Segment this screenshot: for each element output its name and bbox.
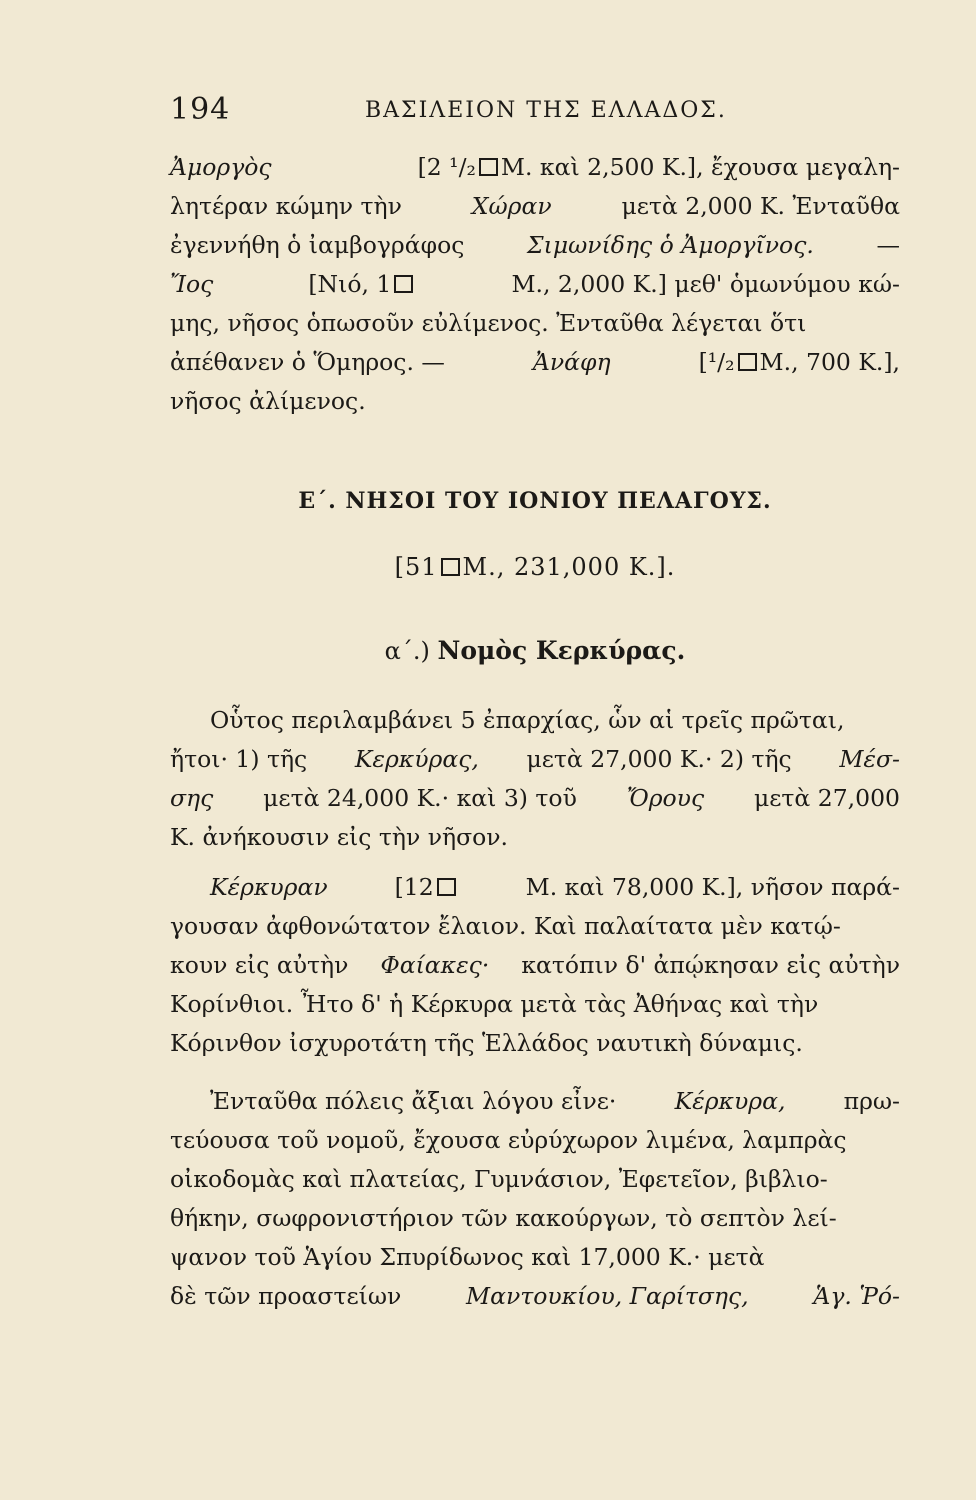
text-line: Ἐνταῦθα πόλεις ἄξιαι λόγου εἶνε· Κέρκυρα, πρω- xyxy=(210,1087,900,1115)
text-line: γουσαν ἀφθονώτατον ἔλαιον. Καὶ παλαίτατα μὲν κατῴ- xyxy=(170,912,841,940)
text-line: ψανον τοῦ Ἁγίου Σπυρίδωνος καὶ 17,000 Κ.· μετὰ xyxy=(170,1243,765,1271)
square-symbol-icon xyxy=(394,275,413,293)
text-line: ἀπέθανεν ὁ Ὅμηρος. — Ἀνάφη [¹/₂ Μ., 700 Κ.], xyxy=(170,348,900,376)
square-symbol-icon xyxy=(437,878,456,896)
text-line: Κόρινθον ἰσχυροτάτη τῆς Ἑλλάδος ναυτικὴ δύναμις. xyxy=(170,1029,803,1057)
text-line: ἤτοι· 1) τῆς Κερκύρας, μετὰ 27,000 Κ.· 2) τῆς Μέσ- xyxy=(170,745,900,773)
running-title: ΒΑΣΙΛΕΙΟΝ ΤΗΣ ΕΛΛΑΔΟΣ. xyxy=(365,98,727,123)
text-line: Κέρκυραν [12 Μ. καὶ 78,000 Κ.], νῆσον παρά- xyxy=(210,873,900,901)
text-line: δὲ τῶν προαστείων Μαντουκίου, Γαρίτσης, Ἁγ. Ῥό- xyxy=(170,1282,900,1310)
text-line: οἰκοδομὰς καὶ πλατείας, Γυμνάσιον, Ἐφετεῖον, βιβλιο- xyxy=(170,1165,828,1193)
paragraph-2 xyxy=(170,868,900,1063)
section-stats: [51 Μ., 231,000 Κ.]. xyxy=(394,553,676,581)
intro-paragraph xyxy=(170,148,900,421)
section-heading: Ε΄. ΝΗΣΟΙ ΤΟΥ ΙΟΝΙΟΥ ΠΕΛΑΓΟΥΣ. xyxy=(298,488,772,514)
subsection-heading xyxy=(170,636,900,665)
paragraph-3 xyxy=(170,1082,900,1316)
text-line: λητέραν κώμην τὴν Χώραν μετὰ 2,000 Κ. Ἐνταῦθα xyxy=(170,192,900,220)
text-line: Οὗτος περιλαμβάνει 5 ἐπαρχίας, ὧν αἱ τρεῖς πρῶται, xyxy=(210,706,845,734)
page-number: 194 xyxy=(170,92,231,127)
paragraph-1 xyxy=(170,701,900,857)
text-line: Ἀμοργὸς [2 ¹/₂ Μ. καὶ 2,500 Κ.], ἔχουσα μεγαλη- xyxy=(170,153,900,181)
text-line: ἐγεννήθη ὁ ἰαμβογράφος Σιμωνίδης ὁ Ἀμοργῖνος. — xyxy=(170,231,900,259)
square-symbol-icon xyxy=(738,353,757,371)
text-line: κουν εἰς αὐτὴν Φαίακες· κατόπιν δ' ἀπῴκησαν εἰς αὐτὴν xyxy=(170,951,900,979)
text-line: νῆσος ἀλίμενος. xyxy=(170,387,366,415)
page-header xyxy=(170,92,900,132)
text-line: θήκην, σωφρονιστήριον τῶν κακούργων, τὸ σεπτὸν λεί- xyxy=(170,1204,837,1232)
text-line: μης, νῆσος ὁπωσοῦν εὐλίμενος. Ἐνταῦθα λέγεται ὅτι xyxy=(170,309,807,337)
text-line: Κ. ἀνήκουσιν εἰς τὴν νῆσον. xyxy=(170,823,509,851)
text-line: τεύουσα τοῦ νομοῦ, ἔχουσα εὐρύχωρον λιμένα, λαμπρὰς xyxy=(170,1126,847,1154)
square-symbol-icon xyxy=(479,158,498,176)
text-line: Ἴος [Νιό, 1 Μ., 2,000 Κ.] μεθ' ὁμωνύμου κώ- xyxy=(170,270,900,298)
square-symbol-icon xyxy=(441,558,460,576)
text-line: σης μετὰ 24,000 Κ.· καὶ 3) τοῦ Ὄρους μετὰ 27,000 xyxy=(170,784,900,812)
text-line: Κορίνθιοι. Ἦτο δ' ἡ Κέρκυρα μετὰ τὰς Ἀθήνας καὶ τὴν xyxy=(170,990,819,1018)
subsection-title: Νομὸς Κερκύρας. xyxy=(437,636,686,665)
subsection-number: α΄.) xyxy=(384,637,430,665)
